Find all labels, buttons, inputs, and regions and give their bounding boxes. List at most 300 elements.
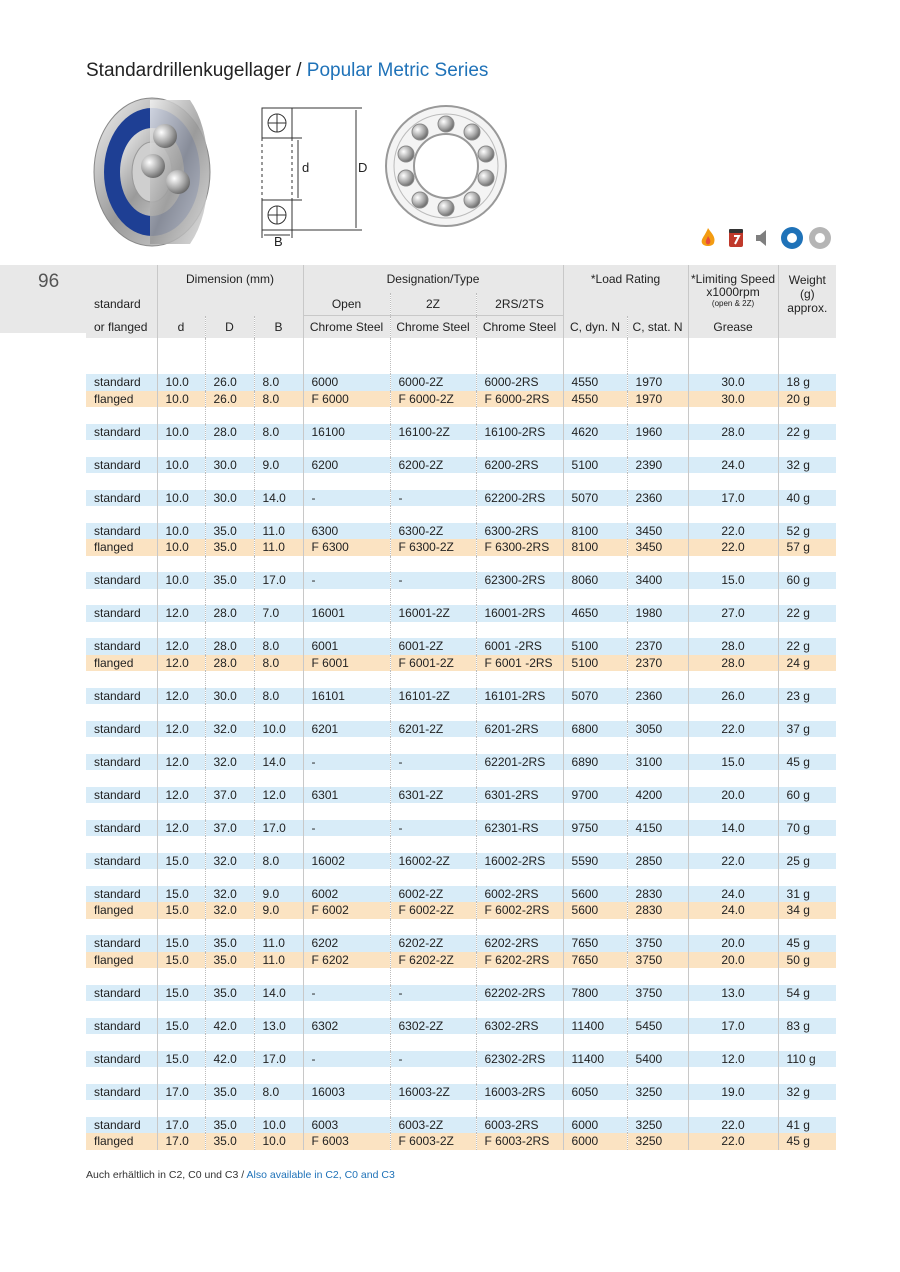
cell-d: 12.0 bbox=[157, 605, 205, 622]
table-row bbox=[86, 424, 836, 441]
cell-d: 17.0 bbox=[157, 1117, 205, 1134]
cell-type: standard bbox=[86, 523, 157, 540]
cell-2z: - bbox=[390, 1051, 476, 1068]
cell-c-dyn: 7650 bbox=[563, 935, 627, 952]
cell-type: standard bbox=[86, 935, 157, 952]
cell-weight: 41 g bbox=[778, 1117, 836, 1134]
spacer-row bbox=[86, 1001, 836, 1018]
cell-d: 10.0 bbox=[157, 374, 205, 391]
cell-c-stat: 5450 bbox=[627, 1018, 688, 1035]
cell-d: 17.0 bbox=[157, 1084, 205, 1101]
cell-open: 6300 bbox=[303, 523, 390, 540]
bearing-front-view-image bbox=[386, 106, 506, 226]
cell-d: 15.0 bbox=[157, 902, 205, 919]
header-chrome-steel: Chrome Steel bbox=[303, 316, 390, 339]
cell-2rs: 6301-2RS bbox=[476, 787, 563, 804]
cell-c-stat: 1960 bbox=[627, 424, 688, 441]
cell-d: 15.0 bbox=[157, 985, 205, 1002]
cell-weight: 54 g bbox=[778, 985, 836, 1002]
cell-B: 7.0 bbox=[254, 605, 303, 622]
header-D: D bbox=[205, 316, 254, 339]
cell-d: 15.0 bbox=[157, 952, 205, 969]
cell-2z: F 6001-2Z bbox=[390, 655, 476, 672]
cell-D: 26.0 bbox=[205, 391, 254, 408]
cell-2z: F 6002-2Z bbox=[390, 902, 476, 919]
cell-speed: 30.0 bbox=[688, 391, 778, 408]
cell-B: 8.0 bbox=[254, 424, 303, 441]
cell-d: 12.0 bbox=[157, 754, 205, 771]
cell-speed: 22.0 bbox=[688, 853, 778, 870]
cell-weight: 45 g bbox=[778, 935, 836, 952]
spacer-row bbox=[86, 473, 836, 490]
table-row bbox=[86, 457, 836, 474]
cell-speed: 17.0 bbox=[688, 1018, 778, 1035]
cell-open: 16101 bbox=[303, 688, 390, 705]
cell-2rs: 16101-2RS bbox=[476, 688, 563, 705]
cell-c-stat: 2370 bbox=[627, 655, 688, 672]
cell-type: standard bbox=[86, 1084, 157, 1101]
cell-B: 8.0 bbox=[254, 638, 303, 655]
cell-2z: - bbox=[390, 490, 476, 507]
cell-2rs: 6000-2RS bbox=[476, 374, 563, 391]
cell-speed: 22.0 bbox=[688, 539, 778, 556]
cell-d: 12.0 bbox=[157, 787, 205, 804]
cell-2z: 6202-2Z bbox=[390, 935, 476, 952]
cell-2z: 6200-2Z bbox=[390, 457, 476, 474]
cell-2rs: 6302-2RS bbox=[476, 1018, 563, 1035]
page-title bbox=[86, 60, 488, 82]
cell-c-dyn: 4550 bbox=[563, 391, 627, 408]
cell-weight: 60 g bbox=[778, 787, 836, 804]
cell-type: standard bbox=[86, 1018, 157, 1035]
cell-open: 6301 bbox=[303, 787, 390, 804]
table-row bbox=[86, 902, 836, 919]
steel-ring-icon bbox=[808, 226, 832, 250]
cell-c-stat: 2830 bbox=[627, 886, 688, 903]
cell-weight: 20 g bbox=[778, 391, 836, 408]
table-header bbox=[86, 265, 836, 338]
cell-open: F 6000 bbox=[303, 391, 390, 408]
header-weight-unit: (g) bbox=[799, 287, 815, 301]
cell-2z: 16001-2Z bbox=[390, 605, 476, 622]
cell-d: 10.0 bbox=[157, 391, 205, 408]
cell-2z: - bbox=[390, 754, 476, 771]
cell-d: 12.0 bbox=[157, 638, 205, 655]
cell-open: - bbox=[303, 490, 390, 507]
spacer-row bbox=[86, 968, 836, 985]
cell-2z: 6300-2Z bbox=[390, 523, 476, 540]
property-icons bbox=[696, 226, 832, 250]
cell-speed: 24.0 bbox=[688, 886, 778, 903]
cell-c-stat: 3050 bbox=[627, 721, 688, 738]
cell-d: 10.0 bbox=[157, 490, 205, 507]
cell-c-dyn: 5600 bbox=[563, 886, 627, 903]
cell-B: 17.0 bbox=[254, 1051, 303, 1068]
cell-2z: F 6202-2Z bbox=[390, 952, 476, 969]
cell-D: 28.0 bbox=[205, 655, 254, 672]
cell-weight: 45 g bbox=[778, 1133, 836, 1150]
cell-D: 28.0 bbox=[205, 638, 254, 655]
cell-d: 10.0 bbox=[157, 523, 205, 540]
cell-2z: 6000-2Z bbox=[390, 374, 476, 391]
cell-open: 6201 bbox=[303, 721, 390, 738]
cell-d: 15.0 bbox=[157, 886, 205, 903]
cell-2rs: F 6300-2RS bbox=[476, 539, 563, 556]
cell-type: flanged bbox=[86, 952, 157, 969]
cell-B: 11.0 bbox=[254, 539, 303, 556]
cell-c-dyn: 5100 bbox=[563, 457, 627, 474]
table-row bbox=[86, 688, 836, 705]
header-standard: standard bbox=[86, 293, 157, 316]
cell-open: 6002 bbox=[303, 886, 390, 903]
spacer-row bbox=[86, 589, 836, 606]
cell-d: 10.0 bbox=[157, 539, 205, 556]
table-row bbox=[86, 721, 836, 738]
cell-c-stat: 5400 bbox=[627, 1051, 688, 1068]
cell-c-dyn: 6050 bbox=[563, 1084, 627, 1101]
header-chrome-steel: Chrome Steel bbox=[390, 316, 476, 339]
cell-2z: - bbox=[390, 572, 476, 589]
spacer-row bbox=[86, 1067, 836, 1084]
cell-c-stat: 3750 bbox=[627, 985, 688, 1002]
cell-2rs: 6200-2RS bbox=[476, 457, 563, 474]
header-2rs: 2RS/2TS bbox=[476, 293, 563, 316]
cell-c-stat: 3250 bbox=[627, 1117, 688, 1134]
cell-B: 11.0 bbox=[254, 952, 303, 969]
cell-B: 8.0 bbox=[254, 655, 303, 672]
title-german: Standardrillenkugellager bbox=[86, 60, 291, 81]
cell-D: 35.0 bbox=[205, 985, 254, 1002]
table-row bbox=[86, 1084, 836, 1101]
cell-D: 30.0 bbox=[205, 688, 254, 705]
cell-2rs: 62202-2RS bbox=[476, 985, 563, 1002]
cell-c-dyn: 5070 bbox=[563, 490, 627, 507]
cell-c-stat: 2390 bbox=[627, 457, 688, 474]
cell-weight: 32 g bbox=[778, 457, 836, 474]
cell-speed: 19.0 bbox=[688, 1084, 778, 1101]
cell-open: 6200 bbox=[303, 457, 390, 474]
table-row bbox=[86, 655, 836, 672]
cell-speed: 17.0 bbox=[688, 490, 778, 507]
table-row bbox=[86, 985, 836, 1002]
cell-2z: 6201-2Z bbox=[390, 721, 476, 738]
cell-B: 10.0 bbox=[254, 721, 303, 738]
cell-type: standard bbox=[86, 374, 157, 391]
blue-ring-icon bbox=[780, 226, 804, 250]
cell-c-dyn: 4650 bbox=[563, 605, 627, 622]
cell-type: standard bbox=[86, 1051, 157, 1068]
cell-speed: 28.0 bbox=[688, 638, 778, 655]
cell-2z: - bbox=[390, 985, 476, 1002]
cell-c-dyn: 5070 bbox=[563, 688, 627, 705]
cell-2rs: 62302-2RS bbox=[476, 1051, 563, 1068]
cell-D: 28.0 bbox=[205, 605, 254, 622]
header-grease: Grease bbox=[688, 316, 778, 339]
bearing-cross-section-drawing bbox=[262, 108, 362, 238]
table-body bbox=[86, 338, 836, 1150]
cell-2z: 16002-2Z bbox=[390, 853, 476, 870]
spacer-row bbox=[86, 919, 836, 936]
cell-speed: 22.0 bbox=[688, 1117, 778, 1134]
cell-open: - bbox=[303, 985, 390, 1002]
cell-c-dyn: 4550 bbox=[563, 374, 627, 391]
cell-d: 12.0 bbox=[157, 655, 205, 672]
cell-weight: 110 g bbox=[778, 1051, 836, 1068]
header-chrome-steel: Chrome Steel bbox=[476, 316, 563, 339]
cell-2z: 6002-2Z bbox=[390, 886, 476, 903]
table-row bbox=[86, 391, 836, 408]
cell-c-dyn: 11400 bbox=[563, 1018, 627, 1035]
cell-c-stat: 1970 bbox=[627, 391, 688, 408]
header-B: B bbox=[254, 316, 303, 339]
cell-B: 17.0 bbox=[254, 572, 303, 589]
header-speed-note: (open & 2Z) bbox=[711, 299, 755, 308]
cell-weight: 52 g bbox=[778, 523, 836, 540]
cell-c-stat: 1980 bbox=[627, 605, 688, 622]
cell-d: 15.0 bbox=[157, 1018, 205, 1035]
cell-2rs: 16001-2RS bbox=[476, 605, 563, 622]
spacer-row bbox=[86, 1100, 836, 1117]
cell-B: 10.0 bbox=[254, 1133, 303, 1150]
cell-c-dyn: 5100 bbox=[563, 655, 627, 672]
cell-weight: 57 g bbox=[778, 539, 836, 556]
table-row bbox=[86, 787, 836, 804]
cell-B: 13.0 bbox=[254, 1018, 303, 1035]
label-inner-diameter: d bbox=[302, 160, 310, 175]
cell-speed: 24.0 bbox=[688, 902, 778, 919]
table-row bbox=[86, 572, 836, 589]
cell-2z: F 6300-2Z bbox=[390, 539, 476, 556]
cell-c-stat: 3400 bbox=[627, 572, 688, 589]
bearing-3d-image bbox=[94, 98, 210, 246]
cell-speed: 27.0 bbox=[688, 605, 778, 622]
cell-c-stat: 2360 bbox=[627, 688, 688, 705]
cell-speed: 14.0 bbox=[688, 820, 778, 837]
cell-c-dyn: 5590 bbox=[563, 853, 627, 870]
cell-d: 15.0 bbox=[157, 1051, 205, 1068]
cell-D: 26.0 bbox=[205, 374, 254, 391]
cell-2z: 6003-2Z bbox=[390, 1117, 476, 1134]
table-row bbox=[86, 605, 836, 622]
cell-open: 6000 bbox=[303, 374, 390, 391]
spacer-row bbox=[86, 869, 836, 886]
cell-weight: 24 g bbox=[778, 655, 836, 672]
cell-D: 37.0 bbox=[205, 787, 254, 804]
cell-c-stat: 1970 bbox=[627, 374, 688, 391]
table-row bbox=[86, 1051, 836, 1068]
cell-weight: 40 g bbox=[778, 490, 836, 507]
spacer-row bbox=[86, 671, 836, 688]
cell-open: - bbox=[303, 820, 390, 837]
cell-open: 6003 bbox=[303, 1117, 390, 1134]
bearing-figures bbox=[90, 96, 550, 256]
header-c-dyn: C, dyn. N bbox=[563, 316, 627, 339]
cell-B: 14.0 bbox=[254, 490, 303, 507]
cell-2z: 16101-2Z bbox=[390, 688, 476, 705]
cell-d: 10.0 bbox=[157, 457, 205, 474]
cell-open: F 6002 bbox=[303, 902, 390, 919]
cell-c-stat: 3750 bbox=[627, 952, 688, 969]
cell-c-dyn: 5100 bbox=[563, 638, 627, 655]
header-weight: Weight bbox=[788, 273, 826, 287]
spacer-row bbox=[86, 770, 836, 787]
cell-type: flanged bbox=[86, 902, 157, 919]
cell-speed: 28.0 bbox=[688, 655, 778, 672]
cell-D: 32.0 bbox=[205, 721, 254, 738]
cell-weight: 45 g bbox=[778, 754, 836, 771]
cell-type: flanged bbox=[86, 1133, 157, 1150]
cell-c-stat: 3450 bbox=[627, 523, 688, 540]
cell-open: - bbox=[303, 572, 390, 589]
cell-2z: 6301-2Z bbox=[390, 787, 476, 804]
cell-open: 6202 bbox=[303, 935, 390, 952]
cell-c-dyn: 4620 bbox=[563, 424, 627, 441]
spacer-row bbox=[86, 506, 836, 523]
table-row bbox=[86, 638, 836, 655]
cell-2rs: 6300-2RS bbox=[476, 523, 563, 540]
cell-B: 8.0 bbox=[254, 853, 303, 870]
cell-speed: 30.0 bbox=[688, 374, 778, 391]
cell-B: 8.0 bbox=[254, 391, 303, 408]
cell-B: 11.0 bbox=[254, 523, 303, 540]
cell-type: standard bbox=[86, 688, 157, 705]
cell-c-dyn: 6000 bbox=[563, 1133, 627, 1150]
cell-open: 16003 bbox=[303, 1084, 390, 1101]
spacer-row bbox=[86, 407, 836, 424]
cell-D: 37.0 bbox=[205, 820, 254, 837]
cell-open: - bbox=[303, 754, 390, 771]
cell-weight: 70 g bbox=[778, 820, 836, 837]
cell-type: standard bbox=[86, 853, 157, 870]
header-weight-approx: approx. bbox=[787, 301, 828, 315]
cell-B: 9.0 bbox=[254, 902, 303, 919]
header-limiting-speed: *Limiting Speed bbox=[691, 272, 776, 286]
cell-2rs: F 6002-2RS bbox=[476, 902, 563, 919]
table-row bbox=[86, 1133, 836, 1150]
cell-2rs: 6003-2RS bbox=[476, 1117, 563, 1134]
footnote-german: Auch erhältlich in C2, C0 und C3 bbox=[86, 1169, 239, 1181]
cell-speed: 20.0 bbox=[688, 787, 778, 804]
cell-d: 12.0 bbox=[157, 688, 205, 705]
cell-type: standard bbox=[86, 490, 157, 507]
speaker-icon bbox=[752, 226, 776, 250]
cell-c-stat: 3100 bbox=[627, 754, 688, 771]
cell-B: 8.0 bbox=[254, 688, 303, 705]
spacer-row bbox=[86, 556, 836, 573]
cell-open: 6001 bbox=[303, 638, 390, 655]
cell-B: 8.0 bbox=[254, 1084, 303, 1101]
cell-weight: 83 g bbox=[778, 1018, 836, 1035]
cell-c-stat: 3250 bbox=[627, 1084, 688, 1101]
cell-D: 35.0 bbox=[205, 1117, 254, 1134]
table-row bbox=[86, 523, 836, 540]
cell-open: F 6001 bbox=[303, 655, 390, 672]
cell-2rs: 6002-2RS bbox=[476, 886, 563, 903]
cell-c-dyn: 7800 bbox=[563, 985, 627, 1002]
cell-c-stat: 4200 bbox=[627, 787, 688, 804]
cell-c-dyn: 11400 bbox=[563, 1051, 627, 1068]
cell-c-dyn: 5600 bbox=[563, 902, 627, 919]
spacer-row bbox=[86, 622, 836, 639]
footnote-english: Also available in C2, C0 and C3 bbox=[246, 1169, 395, 1181]
table-row bbox=[86, 539, 836, 556]
header-open: Open bbox=[303, 293, 390, 316]
cell-2rs: F 6202-2RS bbox=[476, 952, 563, 969]
header-c-stat: C, stat. N bbox=[627, 316, 688, 339]
table-row bbox=[86, 886, 836, 903]
header-designation: Designation/Type bbox=[303, 265, 563, 293]
cell-type: standard bbox=[86, 721, 157, 738]
cell-type: standard bbox=[86, 572, 157, 589]
cell-type: standard bbox=[86, 820, 157, 837]
cell-c-dyn: 8060 bbox=[563, 572, 627, 589]
cell-2rs: 16100-2RS bbox=[476, 424, 563, 441]
spacer-row bbox=[86, 803, 836, 820]
cell-D: 32.0 bbox=[205, 886, 254, 903]
cell-2z: F 6000-2Z bbox=[390, 391, 476, 408]
header-load-rating: *Load Rating bbox=[563, 265, 688, 293]
cell-open: 16001 bbox=[303, 605, 390, 622]
cell-D: 30.0 bbox=[205, 490, 254, 507]
cell-d: 17.0 bbox=[157, 1133, 205, 1150]
cell-c-dyn: 9700 bbox=[563, 787, 627, 804]
cell-d: 15.0 bbox=[157, 853, 205, 870]
cell-weight: 23 g bbox=[778, 688, 836, 705]
cell-speed: 12.0 bbox=[688, 1051, 778, 1068]
spacer-row bbox=[86, 704, 836, 721]
cell-type: standard bbox=[86, 886, 157, 903]
cell-speed: 24.0 bbox=[688, 457, 778, 474]
cell-type: standard bbox=[86, 605, 157, 622]
cell-c-stat: 3450 bbox=[627, 539, 688, 556]
cell-2rs: 62200-2RS bbox=[476, 490, 563, 507]
table-row bbox=[86, 952, 836, 969]
cell-2rs: 62301-RS bbox=[476, 820, 563, 837]
cell-open: F 6300 bbox=[303, 539, 390, 556]
cell-weight: 32 g bbox=[778, 1084, 836, 1101]
cell-c-dyn: 8100 bbox=[563, 539, 627, 556]
header-2z: 2Z bbox=[390, 293, 476, 316]
cell-type: standard bbox=[86, 457, 157, 474]
footnote bbox=[86, 1169, 395, 1181]
cell-c-dyn: 6890 bbox=[563, 754, 627, 771]
cell-type: standard bbox=[86, 787, 157, 804]
cell-D: 30.0 bbox=[205, 457, 254, 474]
cell-weight: 34 g bbox=[778, 902, 836, 919]
table-row bbox=[86, 490, 836, 507]
cell-B: 11.0 bbox=[254, 935, 303, 952]
cell-c-stat: 4150 bbox=[627, 820, 688, 837]
cell-d: 10.0 bbox=[157, 572, 205, 589]
spacer-row bbox=[86, 737, 836, 754]
cell-2z: 16100-2Z bbox=[390, 424, 476, 441]
cell-D: 35.0 bbox=[205, 952, 254, 969]
cell-2rs: 6201-2RS bbox=[476, 721, 563, 738]
cell-2z: 6302-2Z bbox=[390, 1018, 476, 1035]
cell-weight: 31 g bbox=[778, 886, 836, 903]
cell-c-stat: 2370 bbox=[627, 638, 688, 655]
flame-icon bbox=[696, 226, 720, 250]
spacer-row bbox=[86, 836, 836, 853]
cell-weight: 22 g bbox=[778, 638, 836, 655]
cell-weight: 22 g bbox=[778, 605, 836, 622]
cell-c-dyn: 7650 bbox=[563, 952, 627, 969]
cell-type: standard bbox=[86, 1117, 157, 1134]
cell-B: 9.0 bbox=[254, 886, 303, 903]
table-row bbox=[86, 1117, 836, 1134]
page-number: 96 bbox=[38, 271, 60, 292]
cell-2z: F 6003-2Z bbox=[390, 1133, 476, 1150]
